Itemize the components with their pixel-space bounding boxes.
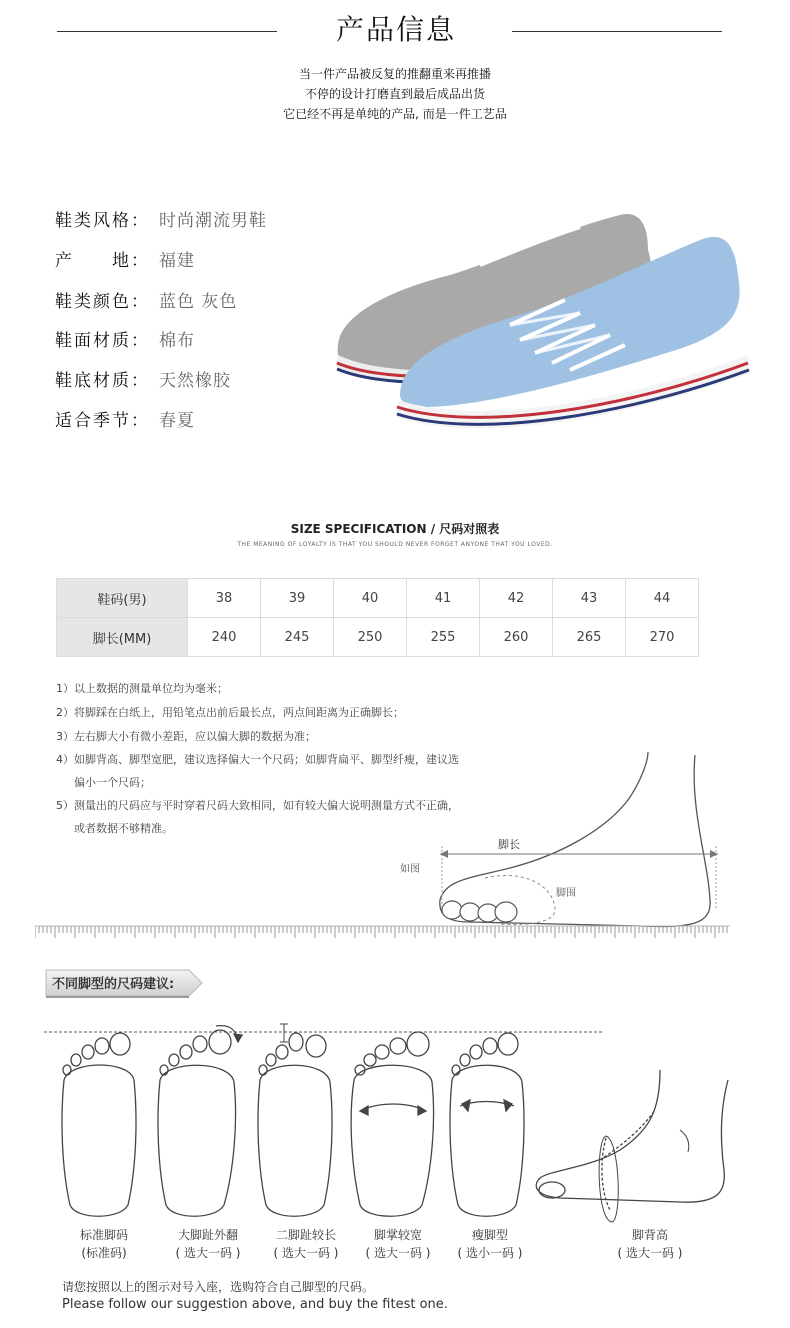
size-spec-subtitle: THE MEANING OF LOYALTY IS THAT YOU SHOULD NEVER FORGET ANYONE THAT YOU LOVED. <box>237 541 553 548</box>
info-key: 鞋类颜色： <box>55 292 150 312</box>
note-5: 5）测量出的尺码应与平时穿着尺码大致相同，如有较大偏大说明测量方式不正确， <box>56 799 459 812</box>
info-row-style <box>55 209 267 233</box>
size-table <box>56 578 699 657</box>
note-3: 3）左右脚大小有微小差距，应以偏大脚的数据为准； <box>56 730 316 743</box>
info-value: 棉布 <box>159 331 195 351</box>
info-key: 适合季节： <box>55 411 150 431</box>
table-row-header: 鞋码(男) <box>57 579 188 618</box>
size-spec-title: SIZE SPECIFICATION / 尺码对照表 <box>290 522 500 536</box>
info-key: 鞋类风格： <box>55 211 150 231</box>
info-row-upper <box>55 329 195 353</box>
info-key: 鞋面材质： <box>55 331 150 351</box>
foot-wide <box>351 1032 433 1216</box>
ruler <box>35 925 730 939</box>
foot-type-advice: ( 选大一码 ) <box>617 1246 683 1260</box>
header-divider-left <box>57 31 277 32</box>
foot-high-instep <box>536 1070 728 1222</box>
toes <box>442 901 517 922</box>
note-1: 1）以上数据的测量单位均为毫米； <box>56 682 228 695</box>
info-value: 天然橡胶 <box>159 371 231 391</box>
foot-type-name: 瘦脚型 <box>471 1228 508 1242</box>
table-row <box>57 579 699 618</box>
note-5-cont: 或者数据不够精准。 <box>74 822 173 835</box>
foot-type-advice: ( 选大一码 ) <box>273 1246 339 1260</box>
foot-type-caption-high-instep <box>590 1226 710 1262</box>
table-row <box>57 618 699 657</box>
info-key: 鞋底材质： <box>55 371 150 391</box>
table-cell: 245 <box>261 618 334 657</box>
foot-type-name: 二脚趾较长 <box>275 1228 336 1242</box>
footer-note-en: Please follow our suggestion above, and buy the fitest one. <box>62 1297 448 1312</box>
table-cell: 44 <box>626 579 699 618</box>
foot-types-illustration <box>40 1020 740 1230</box>
page-title: 产品信息 <box>335 13 456 46</box>
footer-note-cn: 请您按照以上的图示对号入座，选购符合自己脚型的尺码。 <box>62 1280 375 1294</box>
info-value: 时尚潮流男鞋 <box>159 211 267 231</box>
foot-type-advice: ( 选小一码 ) <box>457 1246 523 1260</box>
foot-type-name: 脚掌较宽 <box>373 1228 422 1242</box>
example-label: 如图 <box>400 864 420 875</box>
table-cell: 38 <box>188 579 261 618</box>
table-row-header: 脚长(MM) <box>57 618 188 657</box>
table-cell: 40 <box>334 579 407 618</box>
intro-line-2: 不停的设计打磨直到最后成品出货 <box>304 87 485 101</box>
table-cell: 39 <box>261 579 334 618</box>
foot-bunion <box>158 1026 242 1217</box>
foot-type-name: 大脚趾外翻 <box>177 1228 238 1242</box>
table-cell: 42 <box>480 579 553 618</box>
foot-type-advice: ( 选大一码 ) <box>365 1246 431 1260</box>
info-row-sole <box>55 369 231 393</box>
table-cell: 270 <box>626 618 699 657</box>
table-cell: 260 <box>480 618 553 657</box>
table-cell: 250 <box>334 618 407 657</box>
info-value: 福建 <box>159 251 195 271</box>
foot-long-second-toe <box>258 1024 332 1216</box>
foot-type-caption-thin <box>430 1226 550 1262</box>
girth-label: 脚围 <box>556 888 576 899</box>
foot-thin <box>450 1033 524 1216</box>
note-4: 4）如脚背高、脚型宽肥，建议选择偏大一个尺码；如脚背扁平、脚型纤瘦，建议选 <box>56 753 459 766</box>
foot-type-caption-standard <box>44 1226 164 1262</box>
intro-line-3: 它已经不再是单纯的产品, 而是一件工艺品 <box>283 107 507 121</box>
note-2: 2）将脚踩在白纸上，用铅笔点出前后最长点，两点间距离为正确脚长； <box>56 706 404 719</box>
foot-type-advice: (标准码) <box>81 1246 127 1260</box>
foot-type-name: 标准脚码 <box>79 1228 128 1242</box>
table-cell: 240 <box>188 618 261 657</box>
info-row-origin <box>55 249 195 273</box>
info-value: 春夏 <box>159 411 195 431</box>
info-key: 产 地： <box>55 251 150 271</box>
product-shoe-image <box>330 195 760 465</box>
table-cell: 255 <box>407 618 480 657</box>
info-row-color <box>55 290 237 314</box>
info-row-season <box>55 409 195 433</box>
info-value: 蓝色 灰色 <box>159 292 238 312</box>
header-divider-right <box>512 31 722 32</box>
foot-length-label: 脚长 <box>498 838 520 851</box>
foot-outline <box>440 752 710 927</box>
foot-standard <box>62 1033 136 1216</box>
foot-type-name: 脚背高 <box>631 1228 668 1242</box>
intro-line-1: 当一件产品被反复的推翻重来再推播 <box>298 67 491 81</box>
foot-length-diagram <box>390 750 730 940</box>
foot-type-advice: ( 选大一码 ) <box>175 1246 241 1260</box>
note-4-cont: 偏小一个尺码； <box>74 776 151 789</box>
table-cell: 41 <box>407 579 480 618</box>
table-cell: 43 <box>553 579 626 618</box>
suggestion-label: 不同脚型的尺码建议: <box>52 977 175 992</box>
table-cell: 265 <box>553 618 626 657</box>
